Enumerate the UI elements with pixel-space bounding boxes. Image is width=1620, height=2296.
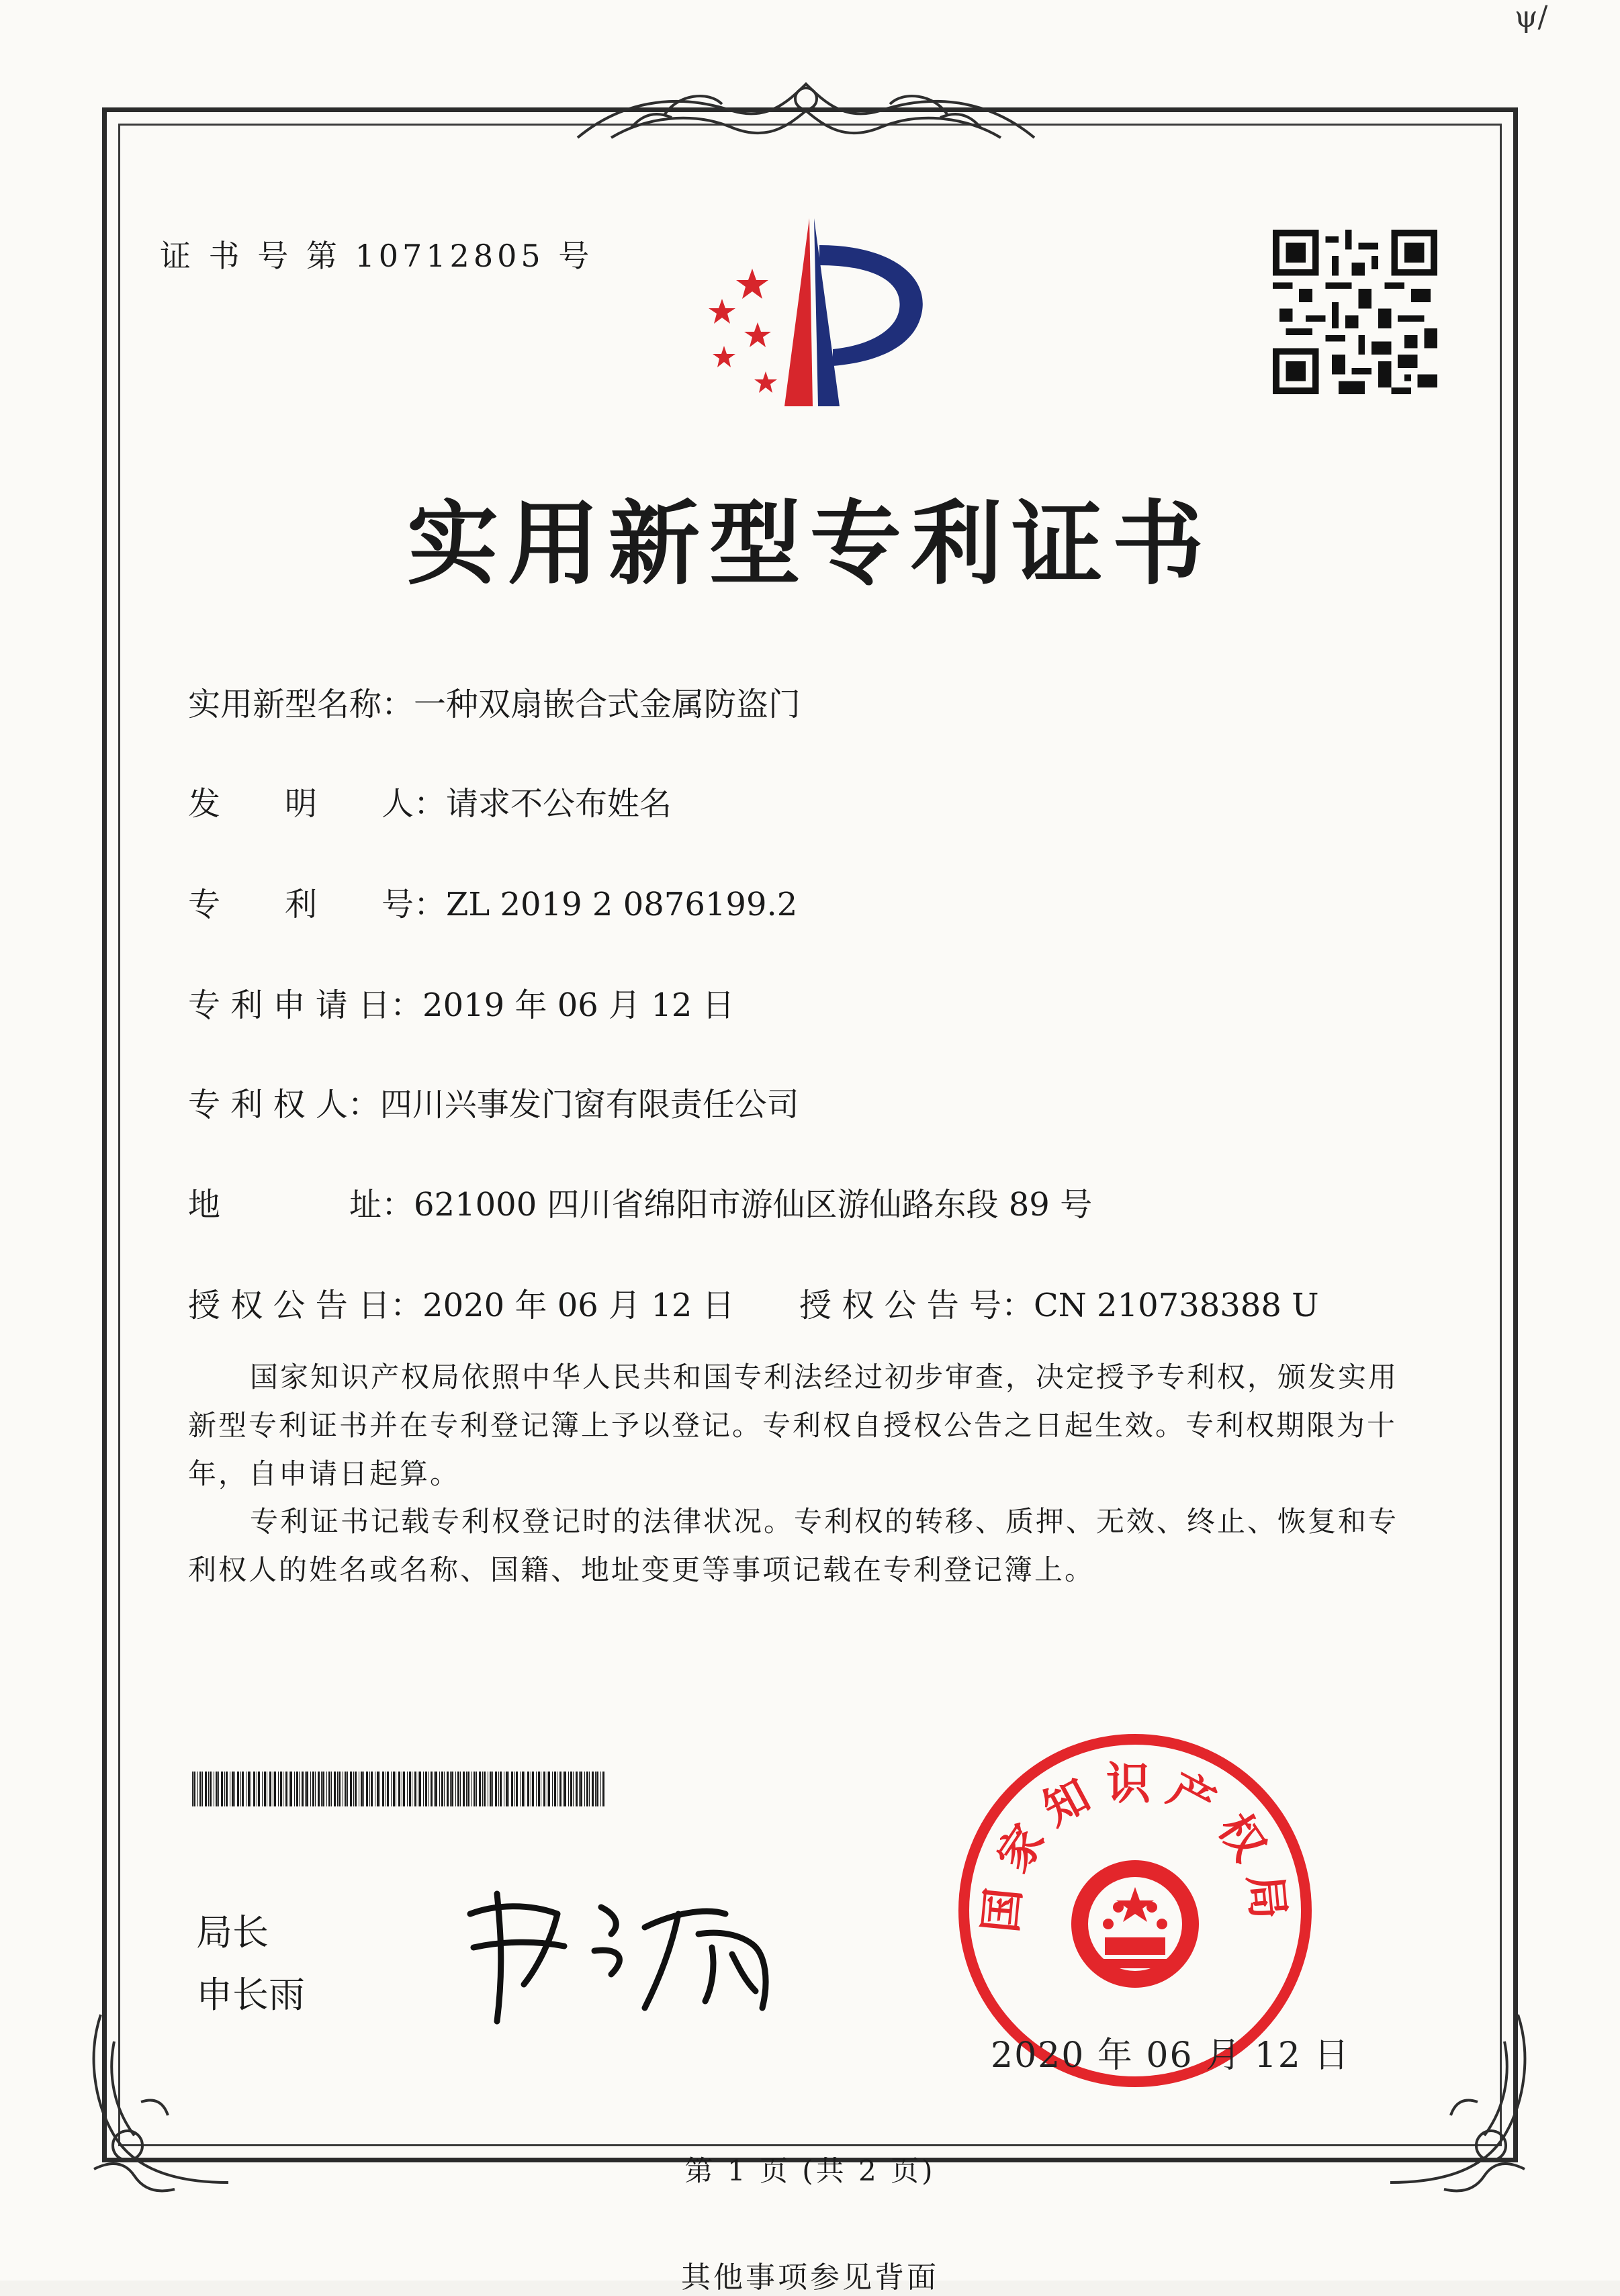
field-value: 621000 四川省绵阳市游仙区游仙路东段 89 号 [414,1186,1093,1224]
barcode-bar [455,1772,456,1806]
barcode-bar [409,1772,411,1806]
barcode-bar [305,1772,306,1806]
field-value: 2019 年 06 月 12 日 [422,986,735,1024]
barcode-bar [568,1772,569,1806]
director-signature [457,1867,819,2028]
barcode-bar [377,1772,379,1806]
field-announcement-number [799,1279,1319,1326]
barcode-bar [439,1772,440,1806]
barcode-bar [318,1772,320,1806]
barcode-bar [479,1772,481,1806]
seal-text: 国家知识产权局 [974,1757,1296,1935]
barcode-bar [476,1772,477,1806]
barcode-bar [419,1772,421,1806]
certificate-number: 证 书 号 第 10712805 号 [160,238,594,274]
barcode-bar [532,1772,534,1806]
barcode-bar [586,1772,588,1806]
barcode-bar [280,1772,282,1806]
barcode-bar [382,1772,384,1806]
barcode-bar [471,1772,472,1806]
barcode-bar [482,1772,483,1806]
barcode-bar [425,1772,427,1806]
seal-date: 2020 年 06 月 12 日 [991,2035,1351,2076]
barcode-bar [592,1772,594,1806]
barcode-bar [302,1772,304,1806]
barcode-bar [208,1772,209,1806]
barcode-bar [234,1772,235,1806]
barcode-bar [447,1772,449,1806]
barcode-bar [595,1772,596,1806]
barcode-bar [423,1772,424,1806]
field-application-date [188,979,735,1025]
director-title: 局长 [196,1911,269,1954]
barcode-bar [237,1772,239,1806]
barcode-bar [192,1772,193,1806]
field-value: CN 210738388 U [1034,1287,1319,1324]
barcode-bar [387,1772,389,1806]
barcode-bar [527,1772,529,1806]
barcode-bar [579,1772,580,1806]
barcode-bar [407,1772,408,1806]
barcode-bar [218,1772,219,1806]
barcode-bar [506,1772,508,1806]
barcode-bar [434,1772,435,1806]
field-value: 四川兴事发门窗有限责任公司 [379,1086,799,1123]
barcode-bar [596,1772,598,1806]
barcode-bar [210,1772,212,1806]
field-announcement-date [188,1279,735,1326]
barcode-bar [290,1772,292,1806]
barcode-bar [331,1772,332,1806]
barcode-bar [334,1772,336,1806]
barcode-bar [467,1772,469,1806]
barcode-bar [350,1772,352,1806]
field-label: 专 利 号： [188,886,447,923]
field-label: 地 址： [188,1186,414,1224]
barcode-bar [460,1772,461,1806]
barcode-bar [466,1772,467,1806]
barcode-bar [310,1772,311,1806]
barcode-bar [391,1772,392,1806]
barcode-bar [226,1772,228,1806]
barcode-bar [285,1772,287,1806]
barcode-bar [326,1772,327,1806]
barcode-bar [563,1772,564,1806]
footer-note: 其他事项参见背面 [681,2260,939,2295]
field-value: 请求不公布姓名 [446,785,672,823]
barcode-bar [361,1772,363,1806]
page-number: 第 1 页 (共 2 页) [684,2154,936,2187]
barcode-bar [584,1772,585,1806]
certificate-title: 实用新型专利证书 [407,490,1213,598]
barcode-bar [548,1772,550,1806]
barcode-bar [543,1772,545,1806]
field-label: 授 权 公 告 日： [188,1287,423,1324]
barcode-bar [366,1772,368,1806]
director-name: 申长雨 [196,1974,305,2016]
barcode-bar [328,1772,330,1806]
barcode-bar [559,1772,561,1806]
barcode-bar [262,1772,263,1806]
barcode-bar [457,1772,459,1806]
barcode-bar [500,1772,502,1806]
barcode-bar [248,1772,250,1806]
paragraph-legal-status: 专利证书记载专利权登记时的法律状况。专利权的转移、质押、无效、终止、恢复和专利权人的姓名或名称、国籍、地址变更等事项记载在专利登记簿上。 [188,1505,1399,1586]
barcode-bar [564,1772,566,1806]
barcode-bar [414,1772,416,1806]
barcode-bar [508,1772,509,1806]
barcode-bar [347,1772,348,1806]
barcode-bar [600,1772,601,1806]
barcode-bar [299,1772,300,1806]
barcode-bar [296,1772,298,1806]
barcode-bar [322,1772,324,1806]
field-value: 2020 年 06 月 12 日 [422,1287,735,1324]
barcode-bar [398,1772,400,1806]
barcode-bar [441,1772,443,1806]
barcode-bar [516,1772,518,1806]
barcode-bar [216,1772,218,1806]
qr-code [1273,230,1437,394]
barcode-bar [554,1772,556,1806]
barcode-bar [339,1772,341,1806]
barcode-bar [306,1772,308,1806]
corner-mark: ψ/ [1515,0,1548,34]
top-ornament [564,64,1048,158]
barcode-bar [193,1772,195,1806]
barcode-bar [197,1772,198,1806]
field-label: 专 利 权 人： [188,1086,380,1123]
barcode-bar [490,1772,492,1806]
barcode-bar [589,1772,590,1806]
field-patent-number [188,878,797,925]
barcode-bar [274,1772,276,1806]
barcode-bar [536,1772,537,1806]
barcode-bar [232,1772,234,1806]
barcode-bar [451,1772,453,1806]
barcode-bar [379,1772,380,1806]
field-inventor [188,778,672,824]
barcode-bar [264,1772,266,1806]
barcode-bar [371,1772,373,1806]
field-label: 发 明 人： [188,785,447,823]
barcode-bar [492,1772,493,1806]
barcode-bar [474,1772,476,1806]
barcode-bar [552,1772,553,1806]
field-label: 授 权 公 告 号： [799,1287,1034,1324]
barcode-bar [221,1772,223,1806]
field-address [188,1179,1092,1225]
barcode-bar [403,1772,405,1806]
barcode-bar [495,1772,497,1806]
field-value: ZL 2019 2 0876199.2 [446,886,798,923]
barcode-bar [240,1772,241,1806]
barcode-bar [570,1772,572,1806]
barcode-bar [520,1772,521,1806]
field-utility-model-name [188,678,801,725]
barcode-bar [278,1772,279,1806]
field-label: 专 利 申 请 日： [188,986,423,1024]
field-label: 实用新型名称： [188,686,414,723]
barcode-bar [205,1772,207,1806]
paragraph-grant: 国家知识产权局依照中华人民共和国专利法经过初步审查，决定授予专利权，颁发实用新型专利证书并在专利登记簿上予以登记。专利权自授权公告之日起生效。专利权期限为十年，自申请日起算。 [188,1361,1399,1490]
barcode-bar [602,1772,604,1806]
field-patentee [188,1078,799,1125]
barcode-bar [202,1772,203,1806]
barcode-bar [444,1772,445,1806]
barcode-bar [514,1772,515,1806]
barcode-bar [242,1772,244,1806]
barcode-bar [498,1772,499,1806]
barcode-bar [580,1772,582,1806]
barcode-bar [431,1772,433,1806]
barcode-bar [321,1772,322,1806]
field-value: 一种双扇嵌合式金属防盗门 [414,686,801,723]
barcode-bar [435,1772,437,1806]
barcode-bar [511,1772,513,1806]
barcode-bar [345,1772,347,1806]
barcode-bar [573,1772,574,1806]
barcode-bar [258,1772,260,1806]
barcode-bar [337,1772,338,1806]
barcode-bar [224,1772,225,1806]
barcode-bar [253,1772,255,1806]
barcode-bar [393,1772,395,1806]
barcode-bar [355,1772,357,1806]
barcode [192,1772,605,1806]
barcode-bar [450,1772,451,1806]
barcode-bar [463,1772,465,1806]
barcode-bar [369,1772,370,1806]
barcode-bar [199,1772,201,1806]
barcode-bar [363,1772,364,1806]
barcode-bar [522,1772,524,1806]
barcode-bar [353,1772,354,1806]
patent-office-logo [672,205,940,420]
barcode-bar [576,1772,578,1806]
barcode-bar [538,1772,540,1806]
barcode-bar [312,1772,314,1806]
barcode-bar [315,1772,316,1806]
barcode-bar [484,1772,486,1806]
barcode-bar [294,1772,295,1806]
barcode-bar [428,1772,429,1806]
barcode-bar [269,1772,271,1806]
